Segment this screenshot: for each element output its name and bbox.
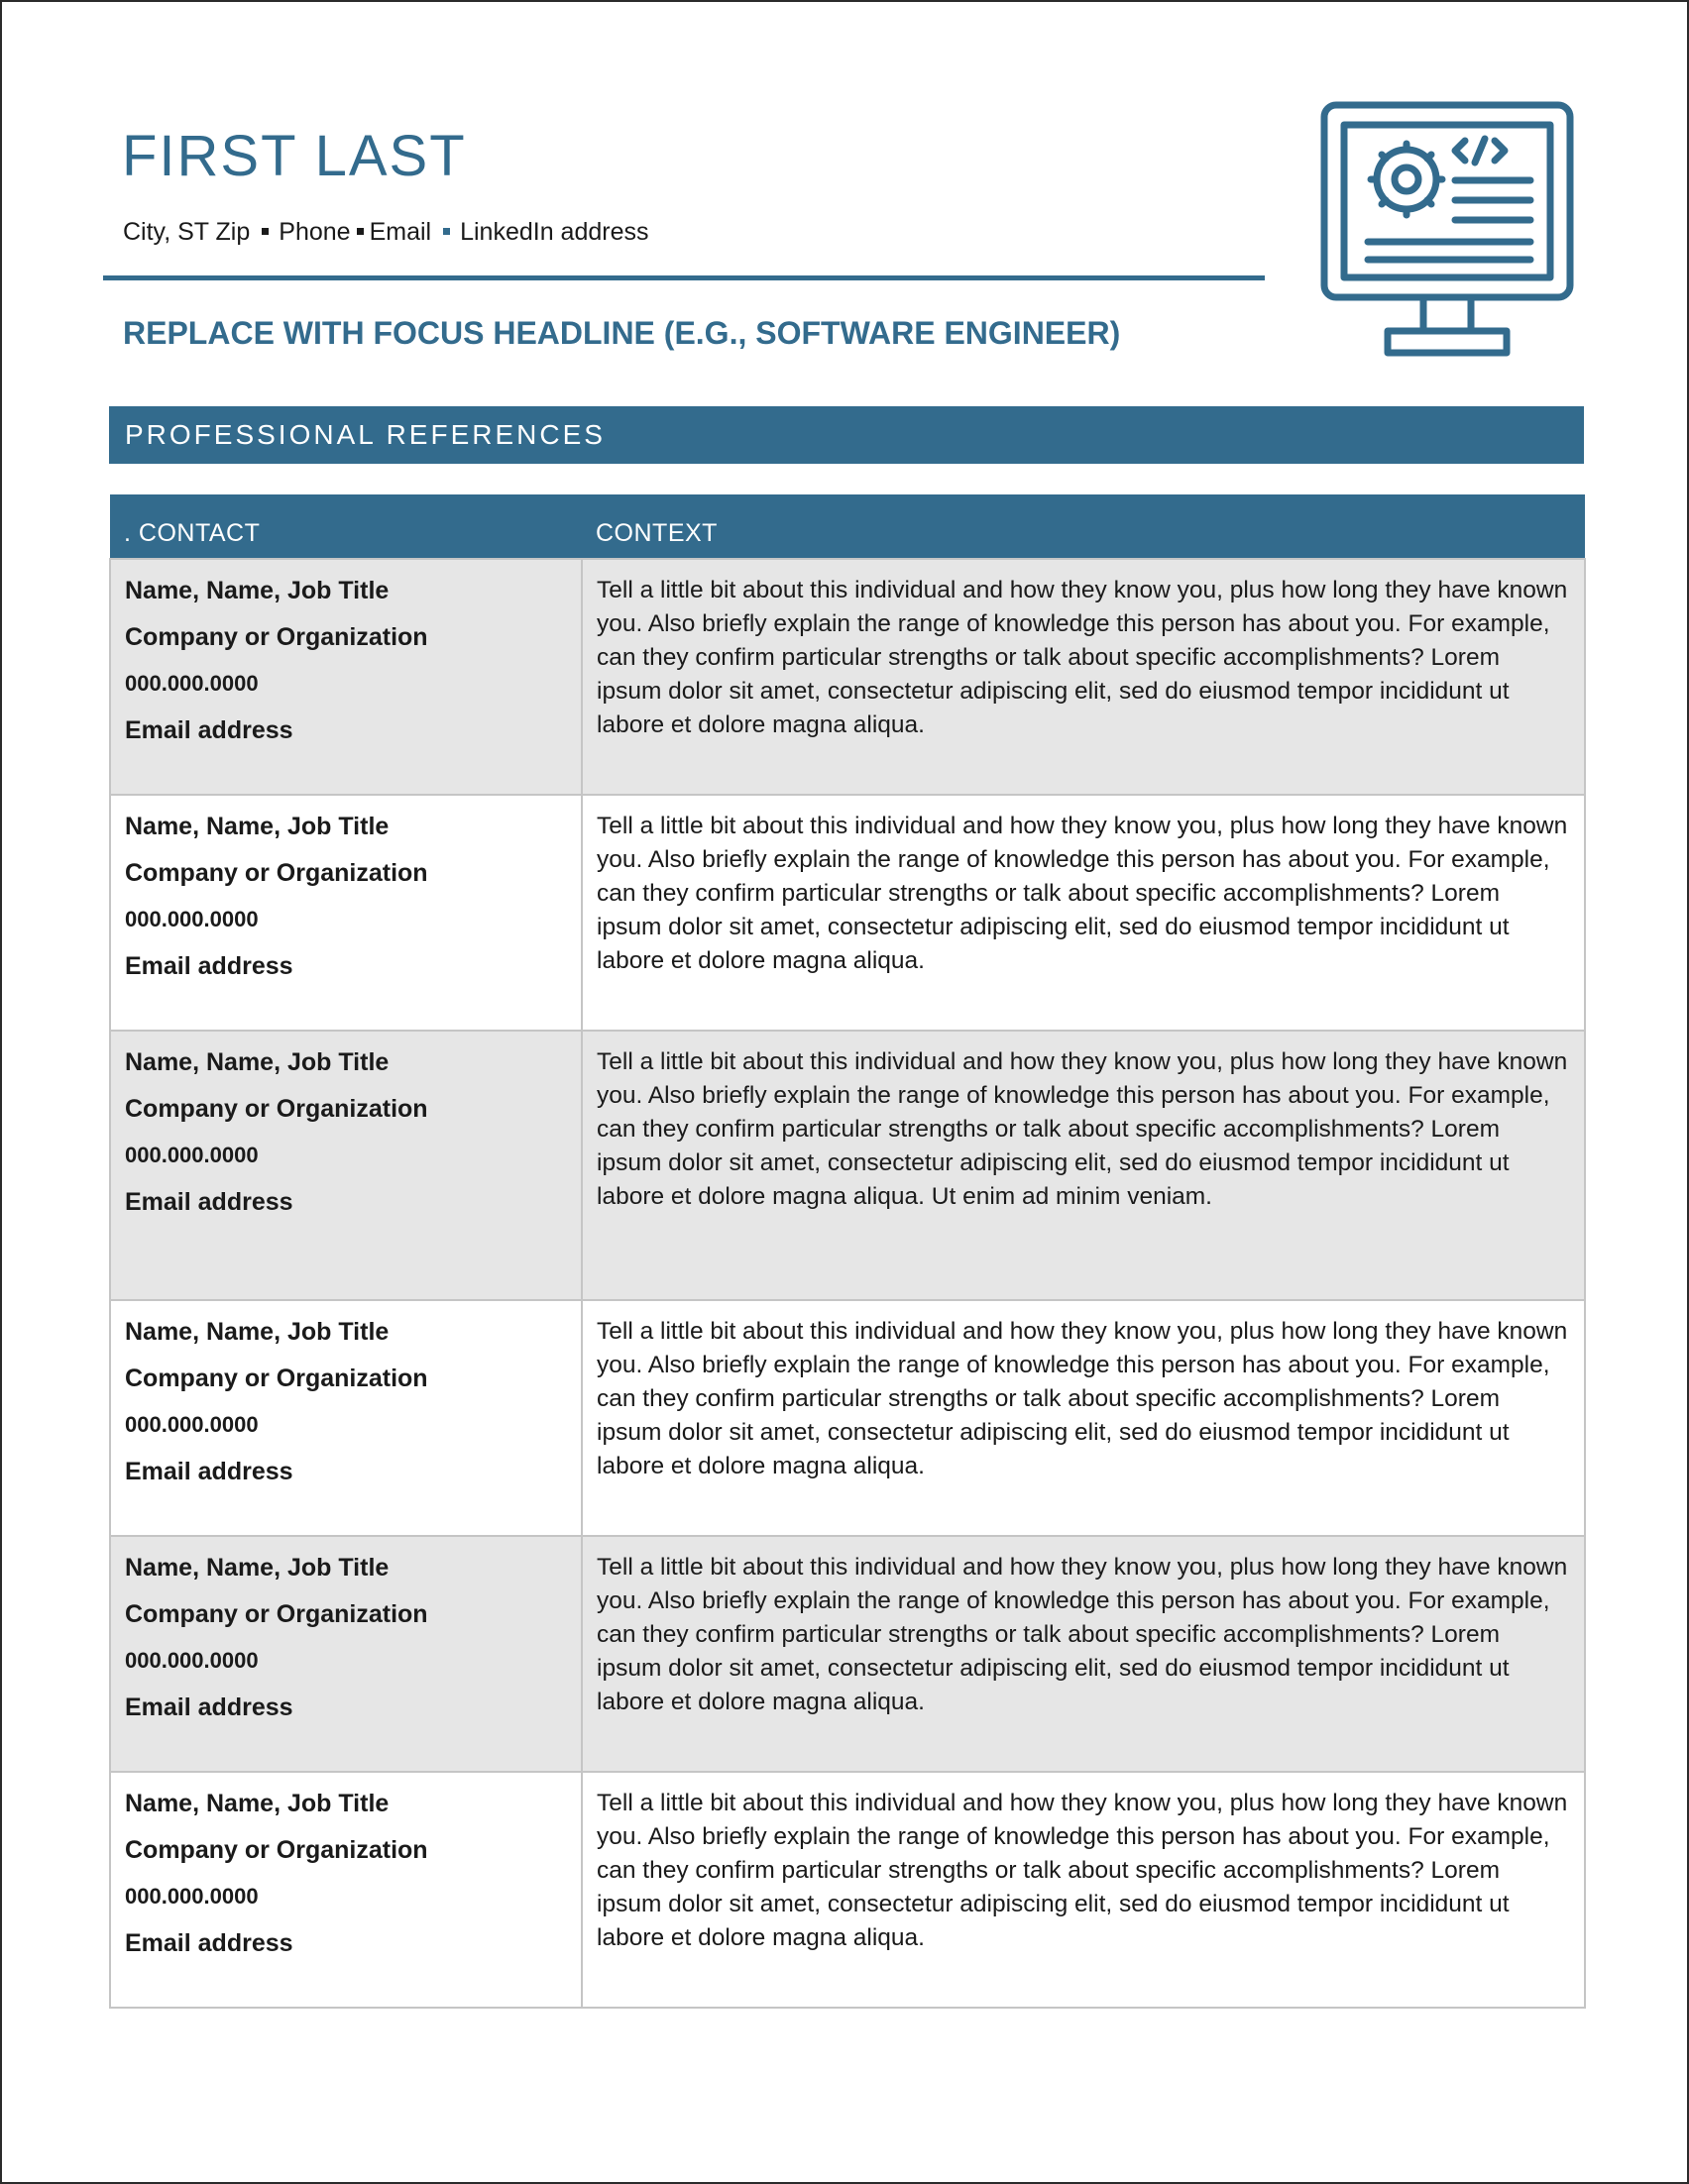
candidate-name: FIRST LAST bbox=[122, 124, 467, 188]
separator-square-icon bbox=[443, 228, 450, 235]
separator-square-icon bbox=[357, 228, 364, 235]
reference-phone: 000.000.0000 bbox=[125, 1884, 259, 1909]
focus-headline: REPLACE WITH FOCUS HEADLINE (E.G., SOFTWARE ENGINEER) bbox=[123, 315, 1121, 351]
reference-email: Email address bbox=[125, 1458, 293, 1485]
contact-email: Email bbox=[369, 218, 432, 246]
reference-name: Name, Name, Job Title bbox=[125, 813, 390, 840]
context-cell bbox=[582, 1031, 1585, 1300]
contact-linkedin: LinkedIn address bbox=[460, 218, 649, 246]
section-title: PROFESSIONAL REFERENCES bbox=[125, 419, 606, 450]
context-cell bbox=[582, 559, 1585, 795]
context-cell bbox=[582, 1300, 1585, 1536]
context-cell bbox=[582, 1772, 1585, 2008]
table-row bbox=[110, 1536, 1585, 1772]
contact-cell bbox=[110, 559, 582, 795]
reference-organization: Company or Organization bbox=[125, 1600, 428, 1628]
reference-organization: Company or Organization bbox=[125, 1365, 428, 1392]
reference-context: Tell a little bit about this individual and how they know you, plus how long they have known you. Also briefly explain the range of knowledge this person has about you. For example, can they confirm particular strengths or talk about specific accomplishments? Lorem ipsum dolor sit amet, consectetur adipiscing elit, sed do eiusmod tempor incididunt ut labore et dolore magna aliqua. bbox=[597, 813, 1568, 974]
table-row bbox=[110, 1772, 1585, 2008]
reference-phone: 000.000.0000 bbox=[125, 1648, 259, 1673]
reference-email: Email address bbox=[125, 1929, 293, 1957]
contact-location: City, ST Zip bbox=[123, 218, 251, 246]
reference-email: Email address bbox=[125, 716, 293, 744]
table-row bbox=[110, 1031, 1585, 1300]
contact-phone: Phone bbox=[279, 218, 351, 246]
reference-context: Tell a little bit about this individual and how they know you, plus how long they have known you. Also briefly explain the range of knowledge this person has about you. For example, can they confirm particular strengths or talk about specific accomplishments? Lorem ipsum dolor sit amet, consectetur adipiscing elit, sed do eiusmod tempor incididunt ut labore et dolore magna aliqua. bbox=[597, 1790, 1568, 1951]
table-row bbox=[110, 795, 1585, 1031]
reference-name: Name, Name, Job Title bbox=[125, 1554, 390, 1582]
reference-email: Email address bbox=[125, 952, 293, 980]
contact-cell bbox=[110, 1300, 582, 1536]
reference-name: Name, Name, Job Title bbox=[125, 1790, 390, 1817]
context-cell bbox=[582, 1536, 1585, 1772]
reference-context: Tell a little bit about this individual and how they know you, plus how long they have known you. Also briefly explain the range of knowledge this person has about you. For example, can they confirm particular strengths or talk about specific accomplishments? Lorem ipsum dolor sit amet, consectetur adipiscing elit, sed do eiusmod tempor incididunt ut labore et dolore magna aliqua. bbox=[597, 577, 1568, 738]
reference-email: Email address bbox=[125, 1188, 293, 1216]
reference-name: Name, Name, Job Title bbox=[125, 577, 390, 604]
contact-cell bbox=[110, 1772, 582, 2008]
reference-phone: 000.000.0000 bbox=[125, 907, 259, 931]
contact-line bbox=[123, 218, 648, 247]
header-divider bbox=[103, 275, 1265, 280]
reference-name: Name, Name, Job Title bbox=[125, 1048, 390, 1076]
reference-name: Name, Name, Job Title bbox=[125, 1318, 390, 1346]
table-row bbox=[110, 559, 1585, 795]
contact-cell bbox=[110, 1031, 582, 1300]
contact-cell bbox=[110, 1536, 582, 1772]
reference-organization: Company or Organization bbox=[125, 623, 428, 651]
table-row bbox=[110, 1300, 1585, 1536]
reference-context: Tell a little bit about this individual and how they know you, plus how long they have known you. Also briefly explain the range of knowledge this person has about you. For example, can they confirm particular strengths or talk about specific accomplishments? Lorem ipsum dolor sit amet, consectetur adipiscing elit, sed do eiusmod tempor incididunt ut labore et dolore magna aliqua. bbox=[597, 1554, 1568, 1715]
computer-monitor-code-gear-icon bbox=[1320, 101, 1574, 359]
reference-phone: 000.000.0000 bbox=[125, 1412, 259, 1437]
table-header-row bbox=[110, 494, 1585, 559]
references-table bbox=[109, 494, 1586, 2009]
column-header-contact: . CONTACT bbox=[110, 494, 582, 559]
reference-phone: 000.000.0000 bbox=[125, 671, 259, 696]
contact-cell bbox=[110, 795, 582, 1031]
reference-organization: Company or Organization bbox=[125, 1095, 428, 1123]
column-header-context: CONTEXT bbox=[582, 494, 1585, 559]
separator-square-icon bbox=[262, 228, 269, 235]
reference-phone: 000.000.0000 bbox=[125, 1143, 259, 1167]
reference-organization: Company or Organization bbox=[125, 1836, 428, 1864]
reference-context: Tell a little bit about this individual and how they know you, plus how long they have known you. Also briefly explain the range of knowledge this person has about you. For example, can they confirm particular strengths or talk about specific accomplishments? Lorem ipsum dolor sit amet, consectetur adipiscing elit, sed do eiusmod tempor incididunt ut labore et dolore magna aliqua. bbox=[597, 1318, 1568, 1479]
context-cell bbox=[582, 795, 1585, 1031]
reference-organization: Company or Organization bbox=[125, 859, 428, 887]
reference-email: Email address bbox=[125, 1693, 293, 1721]
reference-context: Tell a little bit about this individual and how they know you, plus how long they have known you. Also briefly explain the range of knowledge this person has about you. For example, can they confirm particular strengths or talk about specific accomplishments? Lorem ipsum dolor sit amet, consectetur adipiscing elit, sed do eiusmod tempor incididunt ut labore et dolore magna aliqua. Ut enim ad minim veniam. bbox=[597, 1048, 1568, 1210]
section-header-bar bbox=[109, 406, 1584, 464]
